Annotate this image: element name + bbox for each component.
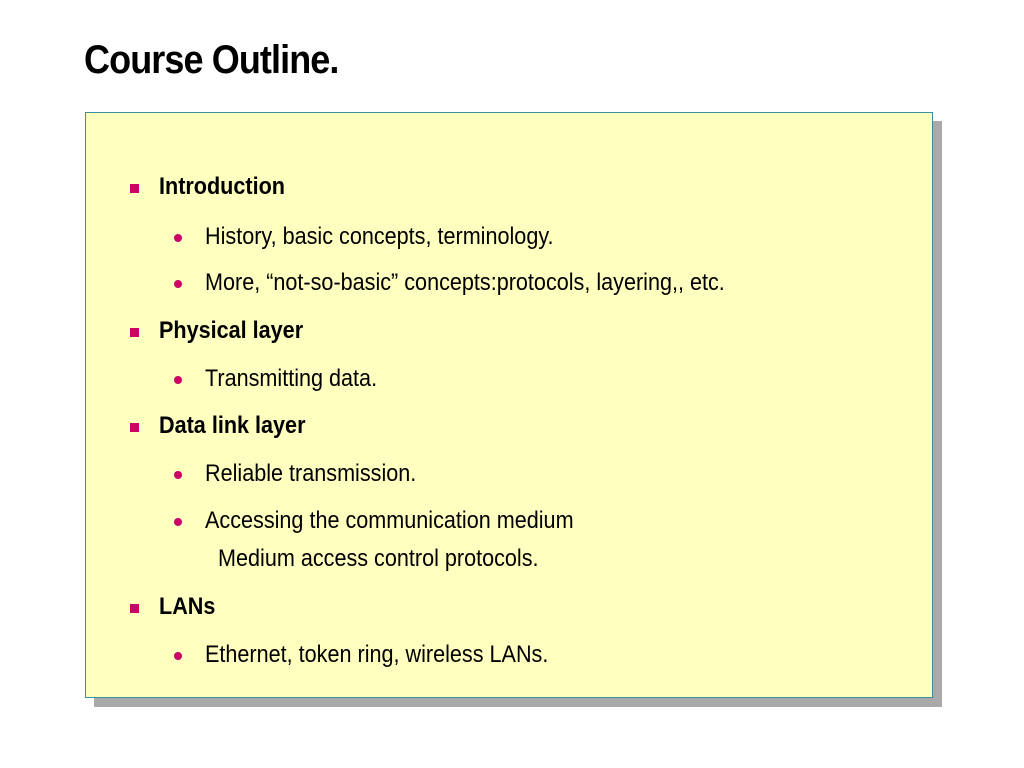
dot-bullet-icon	[174, 280, 182, 288]
outline-item-lans: LANs	[159, 593, 216, 620]
outline-item-introduction: Introduction	[159, 173, 285, 200]
outline-subitem-continuation: Medium access control protocols.	[218, 545, 539, 572]
slide-title: Course Outline.	[84, 38, 339, 82]
dot-bullet-icon	[174, 518, 182, 526]
outline-subitem: Reliable transmission.	[205, 460, 417, 487]
dot-bullet-icon	[174, 652, 182, 660]
dot-bullet-icon	[174, 376, 182, 384]
outline-subitem: History, basic concepts, terminology.	[205, 223, 554, 250]
square-bullet-icon	[130, 184, 139, 193]
square-bullet-icon	[130, 328, 139, 337]
outline-item-data-link-layer: Data link layer	[159, 412, 306, 439]
dot-bullet-icon	[174, 471, 182, 479]
outline-subitem: Accessing the communication medium	[205, 507, 574, 534]
outline-subitem: More, “not-so-basic” concepts:protocols, layering,, etc.	[205, 269, 725, 296]
dot-bullet-icon	[174, 234, 182, 242]
square-bullet-icon	[130, 604, 139, 613]
outline-item-physical-layer: Physical layer	[159, 317, 304, 344]
outline-subitem: Ethernet, token ring, wireless LANs.	[205, 641, 549, 668]
outline-panel	[85, 112, 933, 698]
square-bullet-icon	[130, 423, 139, 432]
outline-subitem: Transmitting data.	[205, 365, 378, 392]
